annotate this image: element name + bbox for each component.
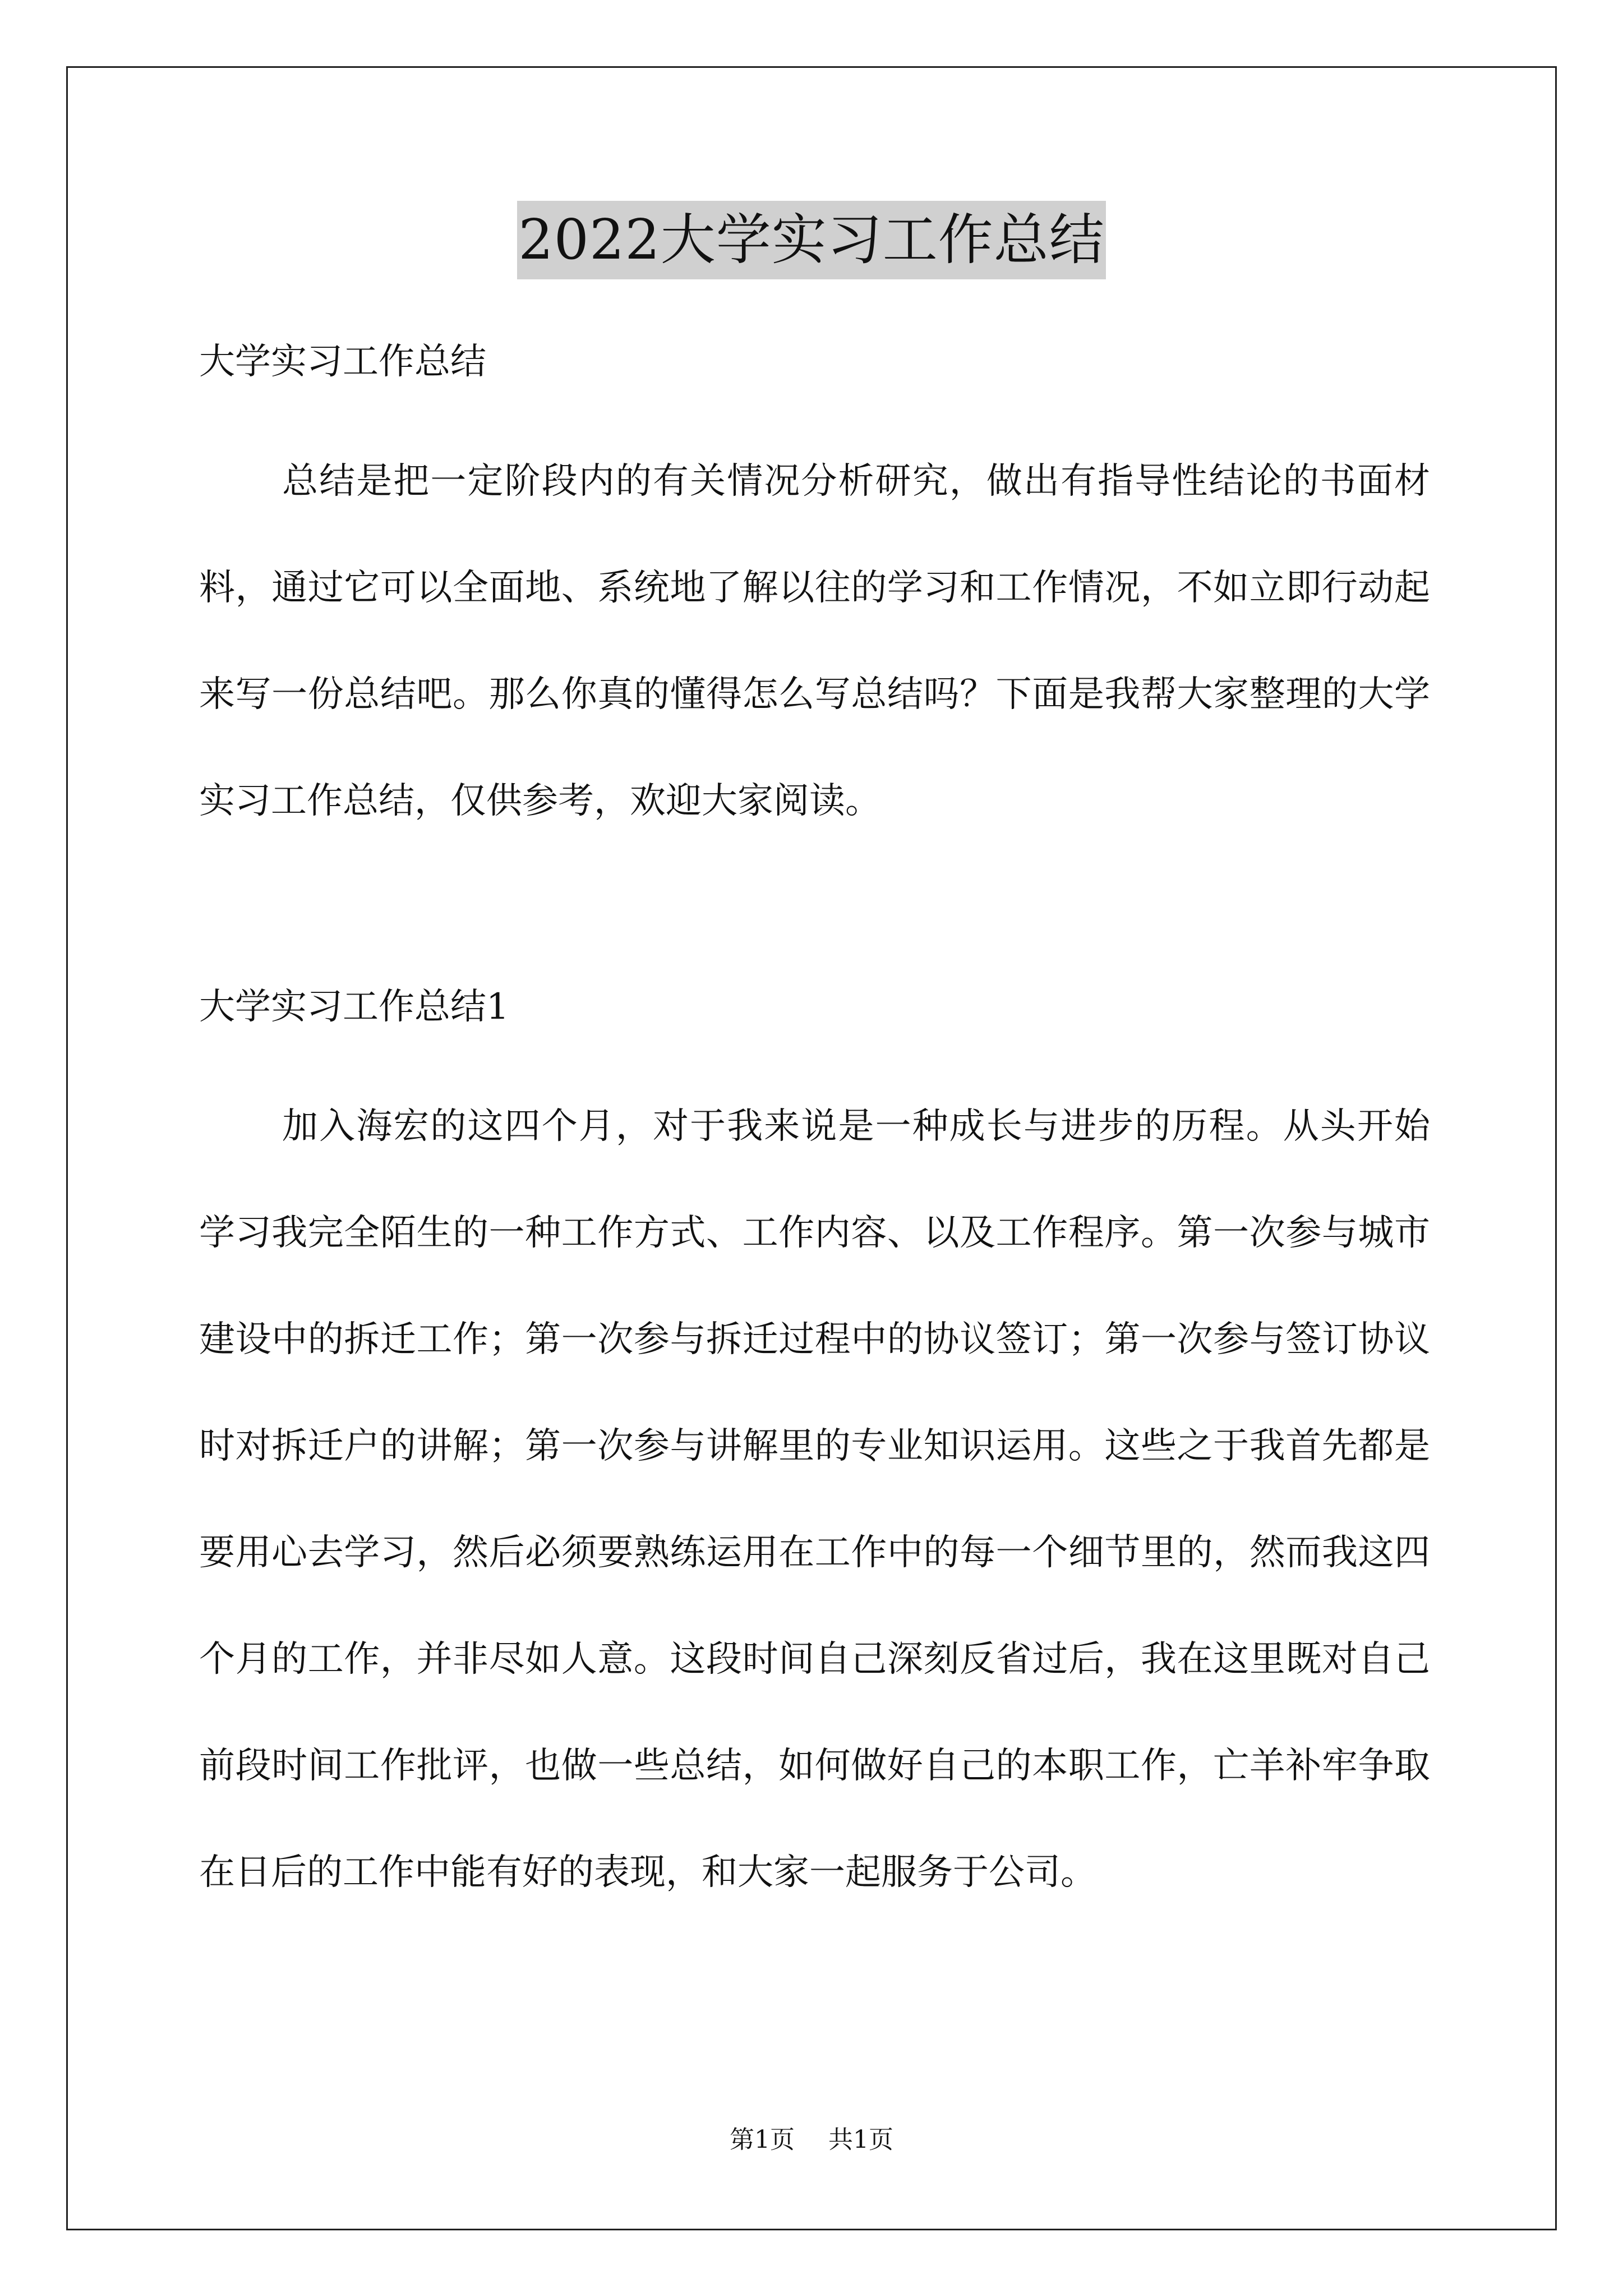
- page-number-current: 第1页: [730, 2125, 795, 2154]
- intro-paragraph: 总结是把一定阶段内的有关情况分析研究，做出有指导性结论的书面材料，通过它可以全面地、系统地了解以往的学习和工作情况，不如立即行动起来写一份总结吧。那么你真的懂得怎么写总结吗？下面是我帮大家整理的大学实习工作总结，仅供参考，欢迎大家阅读。: [199, 461, 1430, 822]
- intro-section: [199, 334, 1430, 390]
- page-number-total: 共1页: [828, 2125, 893, 2154]
- document-title: 2022大学实习工作总结: [517, 201, 1105, 279]
- section1-heading: 大学实习工作总结1: [199, 986, 509, 1028]
- section1-paragraph: 加入海宏的这四个月，对于我来说是一种成长与进步的历程。从头开始学习我完全陌生的一种工作方式、工作内容、以及工作程序。第一次参与城市建设中的拆迁工作；第一次参与拆迁过程中的协议签订；第一次参与签订协议时对拆迁户的讲解；第一次参与讲解里的专业知识运用。这些之于我首先都是要用心去学习，然后必须要熟练运用在工作中的每一个细节里的，然而我这四个月的工作，并非尽如人意。这段时间自己深刻反省过后，我在这里既对自己前段时间工作批评，也做一些总结，如何做好自己的本职工作，亡羊补牢争取在日后的工作中能有好的表现，和大家一起服务于公司。: [199, 1106, 1430, 1893]
- section1: [199, 979, 1430, 1035]
- page-footer: [0, 2123, 1623, 2157]
- intro-heading: 大学实习工作总结: [199, 341, 486, 383]
- intro-body: [199, 428, 1430, 854]
- section1-body: [199, 1073, 1430, 1926]
- document-title-container: [0, 201, 1623, 279]
